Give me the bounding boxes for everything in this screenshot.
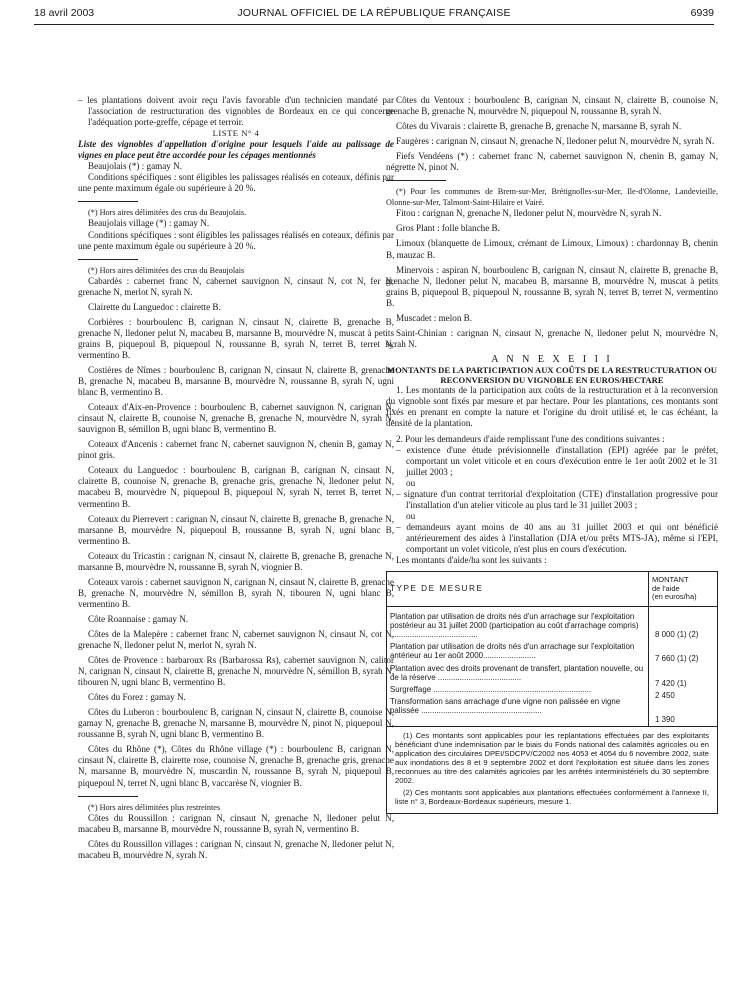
vineyard-entry: Costières de Nîmes : bourboulenc B, carignan N, cinsaut N, clairette B, grenache B, grenache N, macabeu B, marsanne B, mourvèdre N, roussanne B, syrah N, ugni blanc B, vermentino B. [78,364,394,398]
beaujolais-note: (*) Hors aires délimitées des crus du Beaujolais. [88,208,247,218]
annex-paragraph-3: Les montants d'aide/ha sont les suivants : [396,555,547,566]
or-separator: ou [406,510,416,521]
vineyard-entry: Côtes de la Malepère : cabernet franc N, cabernet sauvignon N, cinsaut N, cot N, grenache N, lledoner pelut N, merlot N, syrah N. [78,628,394,651]
vineyard-entry: Fiefs Vendéens (*) : cabernet franc N, cabernet sauvignon N, chenin B, gamay N, négrette N, pinot N. [386,151,718,173]
vineyard-entry: Gros Plant : folle blanche B. [396,223,500,234]
intro-paragraph: – les plantations doivent avoir reçu l'avis favorable d'un technicien mandaté par l'association de restructuration des vignobles de Bordeaux en ce qui concerne l'adéquation porte-greffe, cépage et terroir. [78,95,394,128]
vineyard-entry: Saint-Chinian : carignan N, cinsaut N, grenache N, lledoner pelut N, mourvèdre N, syrah N. [386,327,718,349]
table-footnotes [387,726,718,813]
vineyard-entry: Côtes du Vivarais : clairette B, grenache B, grenache N, marsanne B, syrah N. [396,121,682,132]
beaujolais-conditions: Conditions spécifiques : sont éligibles les palissages réalisés en coteaux, définis par une pente maximum égale ou supérieure à 20 %. [78,172,394,194]
table-row-label: Plantation avec des droits provenant de transfert, plantation nouvelle, ou de la réserve ...................................... [390,663,644,682]
cotes-du-rhone-note: (*) Hors aires délimitées plus restreintes [88,802,221,812]
header-amount [649,572,718,607]
header-rule [34,24,714,25]
table-row-value: 7 660 (1) (2) [655,654,699,664]
beaujolais-village-entry: Beaujolais village (*) : gamay N. [88,218,210,229]
vineyard-entry: Côtes du Ventoux : bourboulenc B, carignan N, cinsaut N, clairette B, counoise N, grenache B, grenache N, mourvèdre N, piquepoul N, roussanne B, syrah N. [386,95,718,117]
table-row-label: Plantation par utilisation de droits nés d'un arrachage sur l'exploitation antérieur au 1er août 2000........................ [390,642,635,661]
amount-column [649,606,718,726]
table-row-value: 1 390 [655,715,675,725]
liste-title: Liste des vignobles d'appellation d'origine pour lesquels l'aide au palissage de vignes en place peut être accordée pour les cépages mentionnés [78,139,394,161]
header-type: TYPE DE MESURE [387,572,649,607]
header-amount-line: de l'aide [652,583,680,593]
vineyard-entry: Minervois : aspiran N, bourboulenc B, carignan N, cinsaut N, clairette B, grenache B, grenache N, lledoner pelut N, macabeu B, marsanne B, mourvèdre N, muscat à petits grains B, piquepoul B, piquepoul N, roussanne B, syrah N, terret B, terret N, vermentino B. [386,264,718,308]
fiefs-vendeens-note: (*) Pour les communes de Brem-sur-Mer, Brétignolles-sur-Mer, Ile-d'Olonne, Landevieille, Olonne-sur-Mer, Talmont-Saint-Hilaire et Vairé. [386,187,718,208]
footnote-1: (1) Ces montants sont applicables pour les replantations effectuées par des exploitants bénéficiant d'une indemnisation par le biais du Fonds national des calamités agricoles ou en application des circulaires DPEI/SDCPV/C2002 nos 4053 et 4054 du 6 novembre 2002, suite aux inondations des 8 et 9 septembre 2002 et dont l'exploitation est située dans les zones reconnues au titre des calamités agricoles par les arrêtés interministériels du 30 septembre 2002. [395,730,709,785]
header-amount-line: (en euros/ha) [652,592,697,602]
table-row-value: 8 000 (1) (2) [655,629,699,639]
vineyard-entry: Limoux (blanquette de Limoux, crémant de Limoux, Limoux) : chardonnay B, chenin B, mauzac B. [386,238,718,260]
vineyard-entry: Coteaux varois : cabernet sauvignon N, carignan N, cinsaut N, clairette B, grenache B, grenache N, mourvèdre N, sémillon B, syrah N, tibouren N, ugni blanc B, vermentino B. [78,576,394,609]
header-amount-line: MONTANT [652,575,689,585]
vineyard-entry: Cabardès : cabernet franc N, cabernet sauvignon N, cinsaut N, cot N, fer N, grenache N, merlot N, syrah N. [78,275,394,297]
header-title: JOURNAL OFFICIEL DE LA RÉPUBLIQUE FRANÇAISE [237,7,511,19]
vineyard-entry: Côtes du Roussillon villages : carignan N, cinsaut N, grenache N, lledoner pelut N, macabeu B, mourvèdre N, syrah N. [78,838,394,860]
footnote-2: (2) Ces montants sont applicables aux plantations effectuées conformément à l'annexe II, liste n° 3, Bordeaux-Bordeaux supérieurs, mesure 1. [395,787,709,806]
table-row-label: Surgreffage ........................................................................ [390,685,592,695]
table-row-label: Plantation par utilisation de droits nés d'un arrachage sur l'exploitation postérieur au 31 juillet 2000 (participation au coût d'arrachage compris) ........................................ [390,611,639,639]
condition-epi: – existence d'une étude prévisionnelle d'installation (EPI) agréée par le préfet, comportant un volet viticole et en cours d'exécution entre le 1er août 2002 et le 31 juillet 2003 ; [396,444,718,477]
header-page-number: 6939 [690,7,714,19]
vineyard-entry: Coteaux du Languedoc : bourboulenc B, carignan B, carignan N, cinsaut N, clairette B, counoise N, grenache B, grenache gris, grenache N, lledoner pelut N, macabeu B, mourvèdre N, piquepoul B, piquepoul N, syrah N, terret B, terret N, vermentino B. [78,465,394,509]
vineyard-entry: Côtes de Provence : barbaroux Rs (Barbarossa Rs), cabernet sauvignon N, calitor N, carignan N, cinsaut N, clairette B, grenache N, mourvèdre N, sémillon B, syrah N, tibouren N, ugni blanc B, vermentino B. [78,655,394,688]
vineyard-entry: Côtes du Roussillon : carignan N, cinsaut N, grenache N, lledoner pelut N, macabeu B, marsanne B, mourvèdre N, roussanne B, syrah N, vermentino B. [78,812,394,834]
condition-cte: – signature d'un contrat territorial d'exploitation (CTE) d'installation progressive pour l'installation d'un atelier viticole au plus tard le 31 juillet 2003 ; [396,488,718,510]
vineyard-entry: Muscadet : melon B. [396,312,473,323]
condition-age: – demandeurs ayant moins de 40 ans au 31 juillet 2003 et qui ont bénéficié antérieurement des aides à l'installation (DJA et/ou prêts MTS-JA), même si l'EPI, comportant un volet viticole, n'est plus en cours d'exécution. [396,521,718,554]
vineyard-entry: Clairette du Languedoc : clairette B. [88,301,221,312]
vineyard-entry: Côtes du Forez : gamay N. [88,692,186,703]
table-row-value: 2 450 [655,690,675,700]
or-separator: ou [406,477,416,488]
annex-subtitle: MONTANTS DE LA PARTICIPATION AUX COÛTS DE LA RESTRUCTURATION OU RECONVERSION DU VIGNOBLE EN EUROS/HECTARE [386,364,718,386]
annex-paragraph-2: 2. Pour les demandeurs d'aide remplissant l'une des conditions suivantes : [396,433,665,444]
footnotes-cell [387,726,718,813]
vineyard-entry: Côte Roannaise : gamay N. [88,613,189,624]
note-rule [78,796,138,797]
liste-heading: LISTE N° 4 [212,128,260,139]
vineyard-entry: Côtes du Rhône (*), Côtes du Rhône village (*) : bourboulenc B, carignan N, cinsaut N, clairette B, clairette rose, counoise N, grenache B, grenache gris, grenache N, marsanne B, mourvèdre N, muscardin N, roussanne B, syrah N, piquepoul B, piquepoul N, terret N, ugni blanc B, vaccarèse N, viognier B. [78,744,394,788]
vineyard-entry: Coteaux du Pierrevert : carignan N, cinsaut N, clairette B, grenache B, grenache N, marsanne B, mourvèdre N, piquepoul B, roussanne B, syrah N, ugni blanc B, vermentino B. [78,513,394,546]
vineyard-entry: Coteaux d'Ancenis : cabernet franc N, cabernet sauvignon N, chenin B, gamay N, pinot gris. [78,439,394,461]
note-rule [78,201,138,202]
right-column [386,96,718,814]
header-date: 18 avril 2003 [34,7,95,19]
vineyard-entry: Corbières : bourboulenc B, carignan N, cinsaut N, clairette B, grenache B, grenache N, lledoner pelut N, macabeu B, marsanne B, mourvèdre N, muscat à petits grains B, piquepoul B, piquepoul N, roussanne B, syrah N, terret B, terret N, vermentino B. [78,316,394,360]
annex-title: A N N E X E I I I [491,353,613,365]
vineyard-entry: Faugères : carignan N, cinsaut N, grenache N, lledoner pelut N, mourvèdre N, syrah N. [396,136,715,147]
beaujolais-entry: Beaujolais (*) : gamay N. [88,161,183,172]
table-body [387,606,718,726]
amounts-table [386,571,718,813]
left-column-content [78,96,394,865]
annex-paragraph-1: 1. Les montants de la participation aux coûts de la restructuration et à la reconversion du vignoble sont fixés par mesure et par hectare. Pour les plantations, ces montants sont fixés en prenant en compte la nature et l'origine du droit utilisé et, le cas échéant, la densité de la plantation. [386,385,718,429]
beaujolais-village-note: (*) Hors aires délimitées des crus du Beaujolais [88,265,245,275]
page-header [34,7,714,23]
vineyard-entry: Côtes du Luberon : bourboulenc B, carignan N, cinsaut N, clairette B, counoise N, gamay N, grenache B, grenache N, marsanne B, mourvèdre N, pinot N, piquepoul N, roussanne B, syrah N, ugni blanc B, vermentino B. [78,707,394,740]
type-column [387,606,649,726]
note-rule [386,180,446,181]
table-row-value: 7 420 (1) [655,678,687,688]
table-header-row [387,572,718,607]
vineyard-entry: Coteaux d'Aix-en-Provence : bourboulenc B, cabernet sauvignon N, carignan N, cinsaut N, clairette B, counoise N, grenache B, grenache N, mourvèdre N, syrah N, sauvignon B, sémillon B, ugni blanc B, vermentino B. [78,402,394,435]
vineyard-entry: Coteaux du Tricastin : carignan N, cinsaut N, clairette B, grenache B, grenache N, marsanne B, mourvèdre N, roussanne B, syrah N, viognier B. [78,550,394,572]
vineyard-entry: Fitou : carignan N, grenache N, lledoner pelut N, mourvèdre N, syrah N. [396,208,662,219]
beaujolais-village-conditions: Conditions spécifiques : sont éligibles les palissages réalisés en coteaux, définis par une pente maximum égale ou supérieure à 20 %. [78,229,394,251]
table-row-label: Transformation sans arrachage d'une vigne non palissée en vigne palissée ....................................................... [390,697,621,716]
note-rule [78,259,138,260]
